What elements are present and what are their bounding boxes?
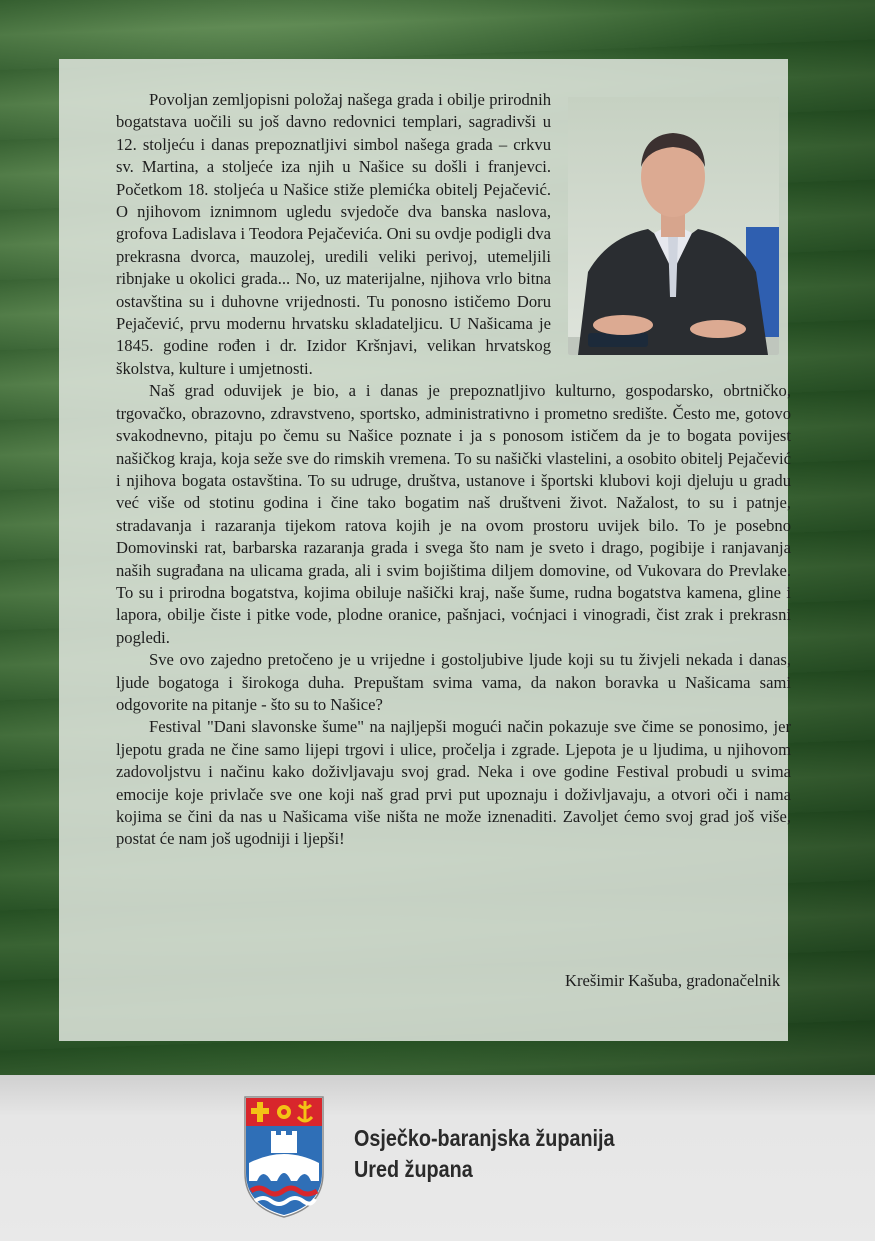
county-name: Osječko-baranjska županija: [354, 1125, 615, 1151]
county-office-name: [354, 1123, 657, 1185]
paragraph: Naš grad oduvijek je bio, a i danas je prepoznatljivo kulturno, gospodarsko, obrtničko, trgovačko, obrazovno, zdravstveno, sportsko, administrativno i prometno središte. Često me, gotovo svakodnevno, pitaju po čemu su Našice poznate i ja s ponosom ističem da je to bogata povijest našičkog kraja, koja seže sve do rimskih vremena. To su našički vlastelini, a osobito obitelj Pejačević i njihova bogata ostavština. To su udruge, društva, ustanove i športski klubovi koji djeluju u gradu već više od stotinu godina i čine tako bogatim naš društveni život. Nažalost, to su i patnje, stradavanja i razaranja tijekom ratova kojih je na ovom prostoru uvijek bilo. To je posebno Domovinski rat, barbarska razaranja grada i svega što nam je sveto i drago, pogibije i ranjavanja naših sugrađana na ulicama grada, ali i svim bojištima diljem domovine, od Vukovara do Prevlake. To su i prirodna bogatstva, kojima obiluje našički kraj, naše šume, rudna bogatstva kamena, gline i lapora, obilje čiste i pitke vode, plodne oranice, pašnjaci, voćnjaci i vinogradi, čist zrak i prekrasni pogledi.: [116, 381, 791, 647]
paragraph: Festival "Dani slavonske šume" na najljepši mogući način pokazuje sve čime se ponosimo, jer ljepotu grada ne čine samo lijepi trgovi i ulice, pročelja i zgrade. Ljepota je u ljudima, u njihovom zadovoljstvu i načinu kako doživljavaju svoj grad. Neka i ove godine Festival probudi u svima emocije koje privlače sve one koji naš grad prvi put upoznaju i doživljavaju, a otvori oči i nama kojima se čini da nas u Našicama više ništa ne može iznenaditi. Zavoljet ćemo svoj grad još više, postat će nam još ugodniji i ljepši!: [116, 717, 791, 849]
paragraph: Sve ovo zajedno pretočeno je u vrijedne i gostoljubive ljude koji su tu živjeli nekada i danas, ljude bogatoga i širokoga duha. Prepuštam svima vama, da nakon boravka u Našicama sami odgovorite na pitanje - što su to Našice?: [116, 650, 791, 714]
paragraph: Povoljan zemljopisni položaj našega grada i obilje prirodnih bogatstava uočili su još davno redovnici templari, sagradivši u 12. stoljeću i danas prepoznatljivi simbol našega grada – crkvu sv. Martina, a stoljeće iza njih u Našice su došli i franjevci. Početkom 18. stoljeća u Našice stiže plemićka obitelj Pejačević. O njihovom iznimnom ugledu svjedoče dva banska naslova, grofova Ladislava i Teodora Pejačevića. Oni su ovdje podigli dva prekrasna dvorca, mauzolej, uredili veliki perivoj, utemeljili ribnjake u okolici grada... No, uz materijalne, njihova vrlo bitna ostavština su i duhovne vrijednosti. Tu ponosno ističemo Doru Pejačević, prvu modernu hrvatsku skladateljicu. U Našicama je 1845. godine rođen i dr. Izidor Kršnjavi, velikan hrvatskog školstva, kulture i umjetnosti.: [116, 90, 551, 378]
signature: Krešimir Kašuba, gradonačelnik: [565, 971, 781, 990]
footer: [0, 1075, 875, 1241]
letter-body: [116, 89, 791, 851]
office-name: Ured župana: [354, 1156, 473, 1182]
county-crest-icon: [243, 1095, 325, 1219]
letter-panel: [59, 59, 791, 1041]
